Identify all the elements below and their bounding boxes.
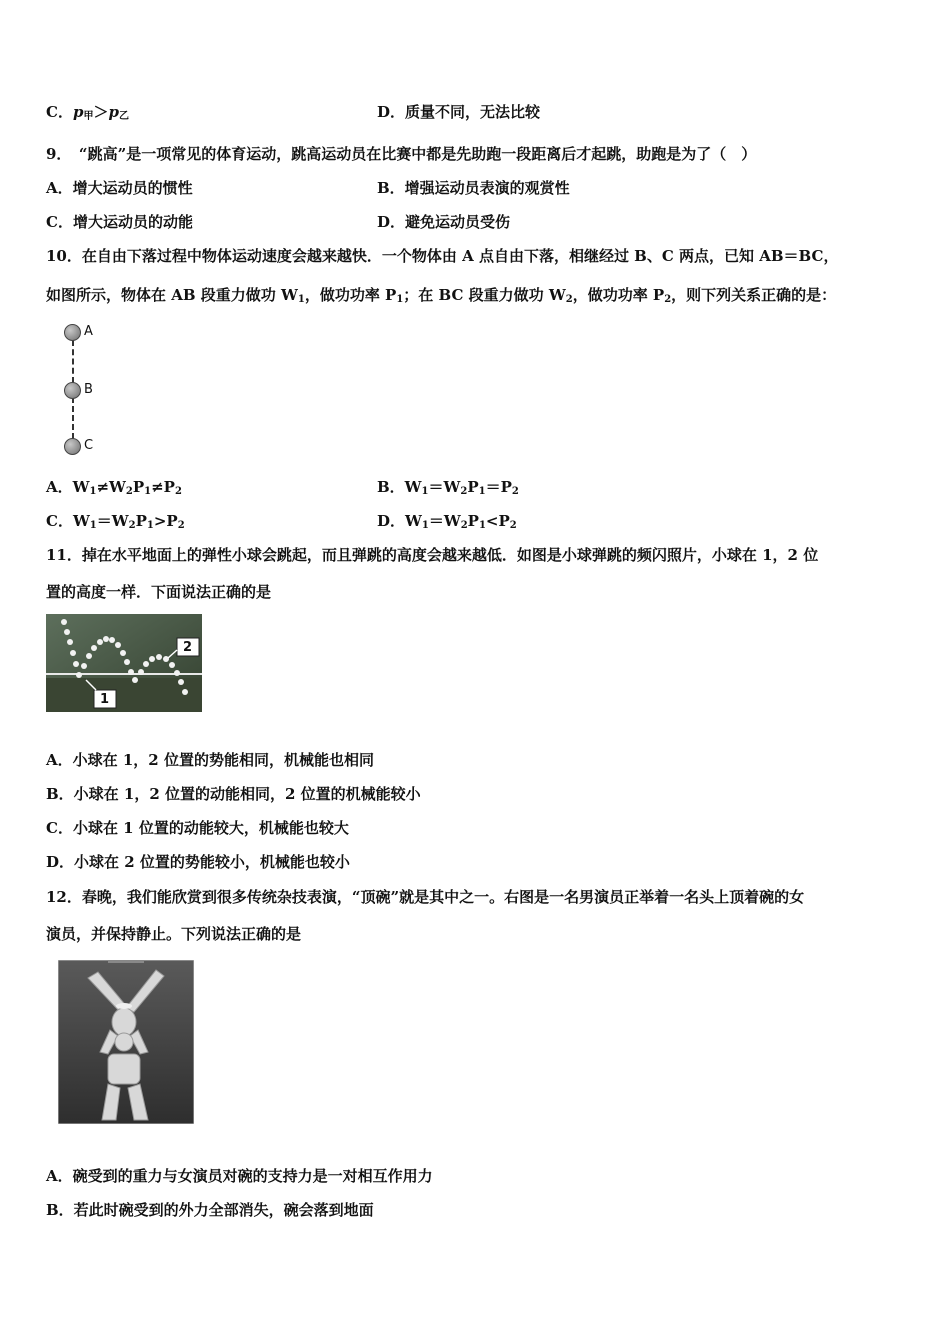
q10-option-a[interactable]: A．$W_1\ne W_2P_1\ne P_2$ [46, 478, 182, 497]
ball-c [64, 438, 81, 455]
acrobat-photo-svg [58, 960, 194, 1124]
label-c: C [84, 438, 94, 453]
q9-option-b[interactable]: B．增强运动员表演的观赏性 [377, 179, 570, 197]
q11-bounce-photo [46, 614, 202, 712]
label-a: A [84, 324, 93, 339]
q12-acrobat-photo [58, 960, 194, 1124]
ball-b [64, 382, 81, 399]
photo-label-1: 1 [100, 692, 110, 707]
q11-option-a[interactable]: A．小球在 1，2 位置的势能相同，机械能也相同 [46, 751, 374, 769]
q8-option-d[interactable]: D．质量不同，无法比较 [377, 103, 541, 121]
q12-stem-line2: 演员，并保持静止。下列说法正确的是 [46, 925, 302, 943]
label-b: B [84, 382, 93, 397]
q9-option-d[interactable]: D．避免运动员受伤 [377, 213, 511, 231]
q12-option-b[interactable]: B．若此时碗受到的外力全部消失，碗会落到地面 [46, 1201, 374, 1219]
q11-stem-line2: 置的高度一样．下面说法正确的是 [46, 583, 272, 601]
q10-option-d[interactable]: D．$W_1=W_2P_1<P_2$ [377, 512, 517, 531]
q12-option-a[interactable]: A．碗受到的重力与女演员对碗的支持力是一对相互作用力 [46, 1167, 433, 1185]
q8-option-c[interactable]: C．$p_甲>p_乙$ [46, 103, 129, 122]
q12-stem-line1: 12．春晚，我们能欣赏到很多传统杂技表演，“顶碗”就是其中之一。右图是一名男演员正举着一名头上顶着碗的女 [46, 888, 805, 906]
ball-a [64, 324, 81, 341]
q11-stem-line1: 11．掉在水平地面上的弹性小球会跳起，而且弹跳的高度会越来越低．如图是小球弹跳的频闪照片，小球在 1，2 位 [46, 546, 819, 564]
q11-option-b[interactable]: B．小球在 1，2 位置的动能相同，2 位置的机械能较小 [46, 785, 421, 803]
q10-option-c[interactable]: C．$W_1=W_2P_1>P_2$ [46, 512, 185, 531]
q10-option-b[interactable]: B．$W_1=W_2P_1=P_2$ [377, 478, 519, 497]
q10-stem-line2: 如图所示，物体在 AB 段重力做功 $W_1$，做功功率 $P_1$；在 BC 段重力做功 $W_2$，做功功率 $P_2$，则下列关系正确的是： [46, 286, 837, 305]
q9-stem: 9． “跳高”是一项常见的体育运动，跳高运动员在比赛中都是先助跑一段距离后才起跳，助跑是为了（ ） [46, 145, 757, 163]
bounce-photo-svg [46, 614, 202, 712]
q9-option-a[interactable]: A．增大运动员的惯性 [46, 179, 193, 197]
q9-option-c[interactable]: C．增大运动员的动能 [46, 213, 193, 231]
q11-option-d[interactable]: D．小球在 2 位置的势能较小，机械能也较小 [46, 853, 350, 871]
q10-stem-line1: 10．在自由下落过程中物体运动速度会越来越快．一个物体由 A 点自由下落，相继经过 B、C 两点，已知 AB＝BC， [46, 247, 839, 265]
photo-label-2: 2 [183, 640, 193, 655]
q11-option-c[interactable]: C．小球在 1 位置的动能较大，机械能也较大 [46, 819, 349, 837]
